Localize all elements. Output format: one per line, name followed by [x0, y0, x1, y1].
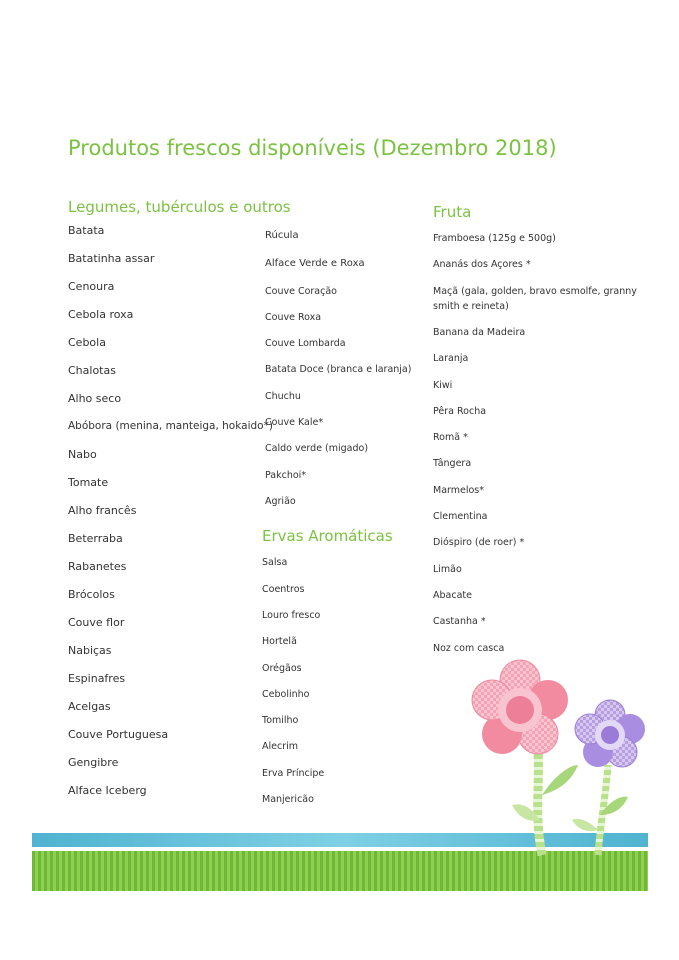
list-item: Orégãos: [262, 663, 302, 674]
list-item: Ananás dos Açores *: [433, 259, 531, 270]
list-item: Beterraba: [68, 532, 123, 545]
list-item: Cebolinho: [262, 689, 310, 700]
list-item: Marmelos*: [433, 485, 485, 496]
list-item: Couve Roxa: [265, 312, 322, 323]
list-item: Tomate: [68, 476, 109, 489]
list-item: Banana da Madeira: [433, 327, 526, 338]
list-item: Couve flor: [68, 616, 125, 629]
list-item: Pêra Rocha: [433, 406, 487, 417]
list-item: Cenoura: [68, 280, 115, 293]
list-item: Rabanetes: [68, 560, 127, 573]
list-item: Tângera: [433, 458, 472, 469]
list-item: Romã *: [433, 432, 468, 443]
list-item: Noz com casca: [433, 643, 505, 654]
list-item: Chuchu: [265, 391, 301, 402]
list-item: Hortelã: [262, 636, 297, 647]
list-item: Maçã (gala, golden, bravo esmolfe, granny smith e reineta): [433, 286, 637, 312]
list-item: Rúcula: [265, 230, 299, 241]
list-item: Alho francês: [68, 504, 137, 517]
list-item: Limão: [433, 564, 462, 575]
section-heading-legumes: Legumes, tubérculos e outros: [68, 198, 291, 216]
list-item: Manjericão: [262, 794, 314, 805]
list-item: Brócolos: [68, 588, 115, 601]
section-heading-ervas: Ervas Aromáticas: [262, 527, 393, 545]
list-item: Cebola: [68, 336, 106, 349]
list-item: Couve Coração: [265, 286, 337, 297]
list-item: Gengibre: [68, 756, 119, 769]
section-heading-fruta: Fruta: [433, 203, 472, 221]
list-item: Alho seco: [68, 392, 122, 405]
list-item: Louro fresco: [262, 610, 321, 621]
list-item: Nabiças: [68, 644, 112, 657]
list-item: Batata: [68, 224, 105, 237]
list-item: Couve Portuguesa: [68, 728, 169, 741]
list-item: Agrião: [265, 496, 296, 507]
list-item: Salsa: [262, 557, 288, 568]
list-item: Tomilho: [262, 715, 299, 726]
list-item: Erva Príncipe: [262, 768, 325, 779]
list-item: Castanha *: [433, 616, 486, 627]
list-item: Abacate: [433, 590, 472, 601]
list-item: Alface Verde e Roxa: [265, 258, 365, 269]
list-item: Couve Lombarda: [265, 338, 346, 349]
list-item: Alecrim: [262, 741, 299, 752]
list-item: Abóbora (menina, manteiga, hokaido*): [68, 420, 273, 432]
list-item: Nabo: [68, 448, 97, 461]
list-item: Couve Kale*: [265, 417, 324, 428]
list-item: Alface Iceberg: [68, 784, 147, 797]
list-item: Cebola roxa: [68, 308, 134, 321]
list-item: Laranja: [433, 353, 469, 364]
list-item: Caldo verde (migado): [265, 443, 369, 454]
list-item: Dióspiro (de roer) *: [433, 537, 525, 548]
flower-illustration: [460, 655, 660, 860]
list-item: Acelgas: [68, 700, 111, 713]
list-item: Chalotas: [68, 364, 116, 377]
list-item: Kiwi: [433, 380, 453, 391]
list-item: Batatinha assar: [68, 252, 155, 265]
list-item: Framboesa (125g e 500g): [433, 233, 556, 244]
list-item: Pakchoi*: [265, 470, 307, 481]
list-item: Coentros: [262, 584, 305, 595]
list-item: Espinafres: [68, 672, 126, 685]
list-item: Batata Doce (branca e laranja): [265, 364, 412, 375]
list-item: Clementina: [433, 511, 488, 522]
page-title: Produtos frescos disponíveis (Dezembro 2018): [68, 136, 557, 160]
